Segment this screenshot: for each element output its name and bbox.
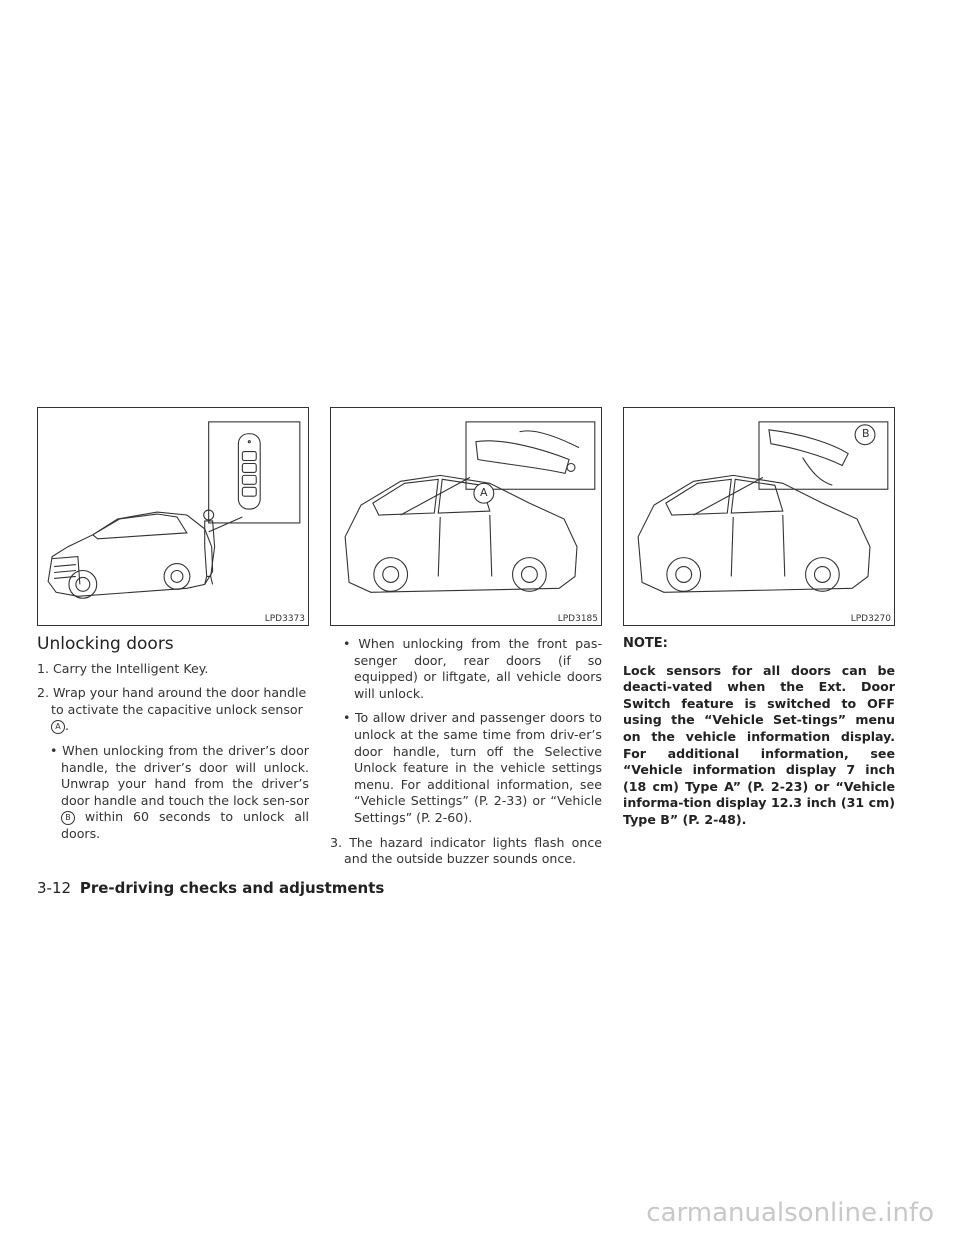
bullet-passenger-door: • When unlocking from the front pas-senger door, rear doors (if so equipped) or liftgate, all vehicle doors will unlock.	[343, 636, 602, 701]
bullet-1-end: within 60 seconds to unlock all doors.	[61, 809, 309, 841]
car-with-person-illustration	[38, 408, 308, 625]
note-body: Lock sensors for all doors can be deacti-vated when the Ext. Door Switch feature is switched to OFF using the “Vehicle Set-tings” menu on the vehicle information display. For additional information, see “Vehicle information display 7 inch (18 cm) Type A” (P. 2-23) or “Vehicle informa-tion display 12.3 inch (31 cm) Type B” (P. 2-48).	[623, 662, 895, 827]
text-column-1	[37, 636, 309, 851]
bullet-selective-unlock: • To allow driver and passenger doors to unlock at the same time from driv-er’s door handle, turn off the Selective Unlock feature in the vehicle settings menu. For additional information, see “Vehicle Settings” (P. 2-33) or “Vehicle Settings” (P. 2-60).	[343, 710, 602, 825]
car-door-handle-illustration	[331, 408, 601, 625]
figure-code: LPD3185	[557, 614, 598, 624]
callout-a: A	[480, 486, 488, 499]
step-2	[37, 685, 309, 735]
sensor-a-marker: A	[51, 720, 65, 734]
section-title: Unlocking doors	[37, 634, 174, 654]
text-column-2	[330, 636, 602, 876]
step-2-text: 2. Wrap your hand around the door handle to activate the capacitive unlock sensor	[37, 685, 307, 717]
bullet-1-text: • When unlocking from the driver’s door handle, the driver’s door will unlock. Unwrap your hand from the driver’s door handle and touch the lock sen-sor	[50, 742, 309, 808]
note-title: NOTE:	[623, 636, 668, 651]
step-3: 3. The hazard indicator lights flash once and the outside buzzer sounds once.	[330, 834, 602, 867]
figure-door-handle-sensor-a	[330, 407, 602, 626]
figure-key-fob	[37, 407, 309, 626]
watermark: carmanualsonline.info	[646, 1198, 934, 1228]
callout-b: B	[862, 427, 870, 440]
text-column-3	[623, 636, 895, 829]
page-footer	[37, 879, 384, 897]
page-number: 3-12	[37, 879, 72, 897]
step-1: 1. Carry the Intelligent Key.	[37, 660, 209, 676]
figure-door-handle-sensor-b	[623, 407, 895, 626]
sensor-b-marker: B	[61, 811, 75, 825]
car-door-handle-illustration	[624, 408, 894, 625]
bullet-driver-door	[37, 743, 309, 843]
chapter-title: Pre-driving checks and adjustments	[79, 879, 385, 897]
figure-code: LPD3270	[850, 614, 891, 624]
step-2-end: .	[65, 718, 70, 734]
figure-code: LPD3373	[264, 614, 305, 624]
